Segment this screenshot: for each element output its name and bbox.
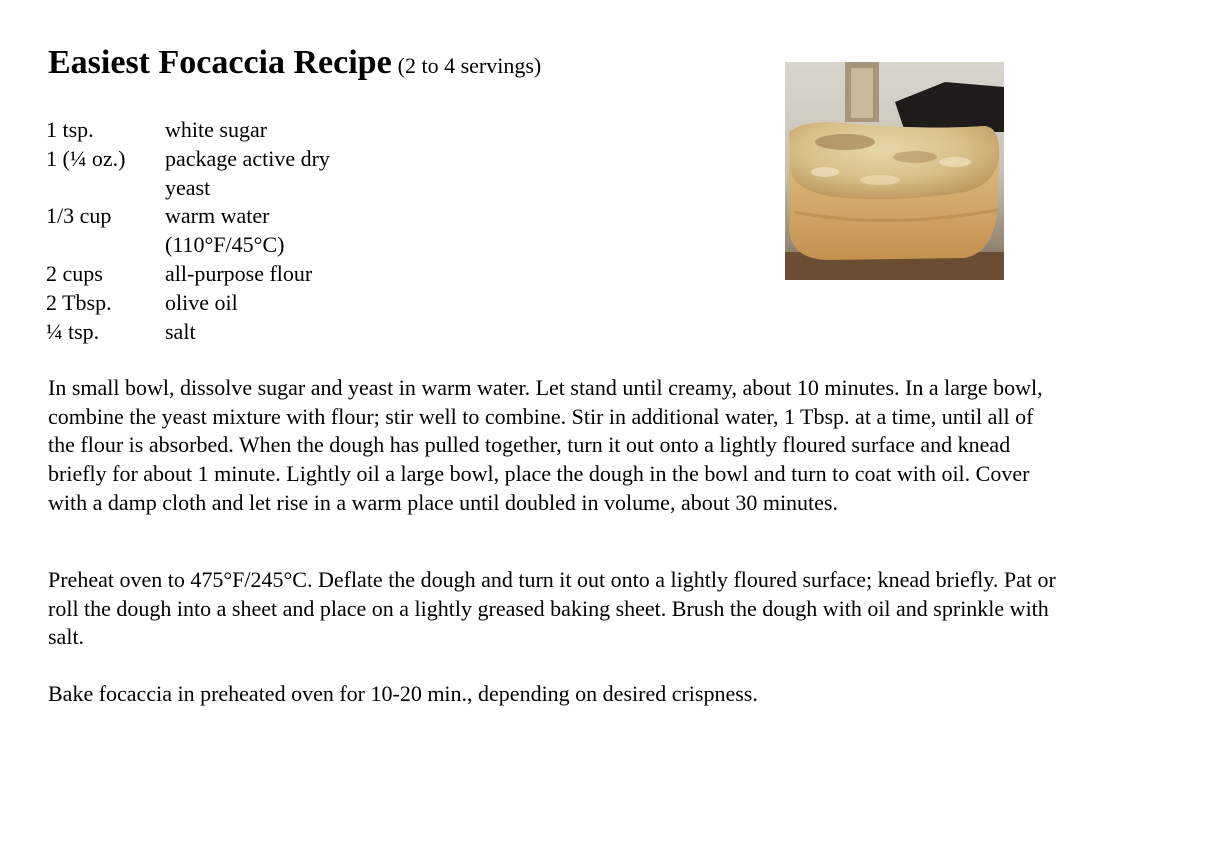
ingredient-row [46,116,365,145]
ingredient-row [46,260,365,289]
ingredient-row [46,145,365,203]
instruction-paragraph: Bake focaccia in preheated oven for 10-20 min., depending on desired crispness. [48,681,758,706]
focaccia-photo [785,62,1004,280]
ingredient-name: salt [165,318,196,344]
ingredient-quantity: 1 (¼ oz.) [46,145,126,171]
ingredient-row [46,318,365,347]
ingredient-name: warm water (110°F/45°C) [165,203,285,258]
ingredient-list [46,116,365,346]
recipe-heading [48,44,541,82]
recipe-title: Easiest Focaccia Recipe [48,44,392,81]
ingredient-name: olive oil [165,289,238,315]
ingredient-quantity: 2 Tbsp. [46,289,112,315]
recipe-servings: (2 to 4 servings) [397,53,542,78]
ingredient-row [46,289,365,318]
instruction-paragraph: Preheat oven to 475°F/245°C. Deflate the dough and turn it out onto a lightly floured surface; knead briefly. Pat or roll the dough into a sheet and place on a lightly greased baking sheet. Brush the dough with oil and sprinkle with salt. [48,567,1056,650]
ingredient-name: package active dry yeast [165,145,330,200]
instruction-paragraph: In small bowl, dissolve sugar and yeast in warm water. Let stand until creamy, about 10 minutes. In a large bowl, combine the yeast mixture with flour; stir well to combine. Stir in additional water, 1 Tbsp. at a time, until all of the flour is absorbed. When the dough has pulled together, turn it out onto a lightly floured surface and knead briefly for about 1 minute. Lightly oil a large bowl, place the dough in the bowl and turn to coat with oil. Cover with a damp cloth and let rise in a warm place until doubled in volume, about 30 minutes. [48,375,1043,515]
ingredient-quantity: 2 cups [46,260,103,286]
ingredient-name: white sugar [165,117,268,142]
ingredient-quantity: 1 tsp. [46,117,94,142]
ingredient-quantity: ¼ tsp. [46,318,100,344]
ingredient-row [46,202,365,260]
ingredient-quantity: 1/3 cup [46,203,112,229]
ingredient-name: all-purpose flour [165,260,313,286]
